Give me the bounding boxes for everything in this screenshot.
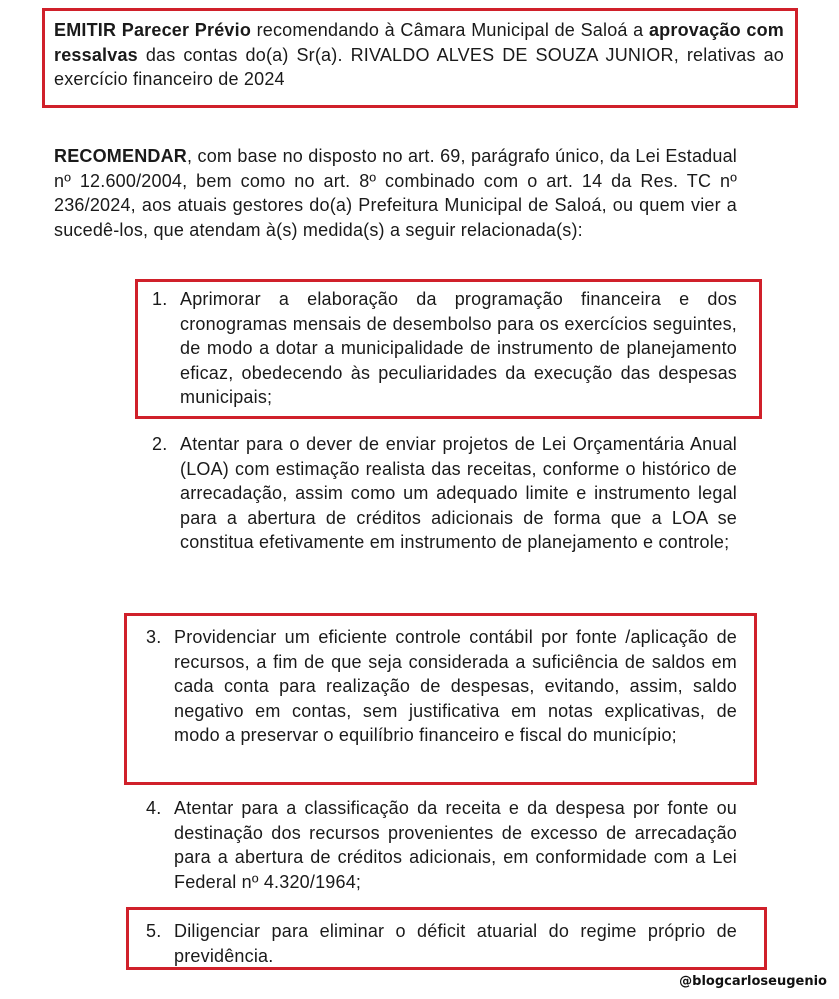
recomendar-paragraph	[54, 144, 737, 242]
list-item-number: 5.	[146, 921, 162, 941]
list-item-text: Atentar para a classificação da receita e da despesa por fonte ou destinação dos recursos provenientes de excesso de arrecadação para a abertura de créditos adicionais, em conformidade com a Lei Federal nº 4.320/1964;	[174, 798, 737, 892]
list-item-number: 1.	[152, 289, 168, 309]
recomendar-text: , com base no disposto no art. 69, parágrafo único, da Lei Estadual nº 12.600/2004, bem como no art. 8º combinado com o art. 14 da Res. TC nº 236/2024, aos atuais gestores do(a) Prefeitura Municipal de Saloá, ou quem vier a sucedê-los, que atendam à(s) medida(s) a seguir relacionada(s):	[54, 146, 737, 240]
list-item-number: 3.	[146, 627, 162, 647]
list-item-5	[146, 919, 737, 968]
parecer-emphasis: aprovação com ressalvas	[54, 20, 784, 65]
list-item-2	[152, 432, 737, 555]
list-item-3	[146, 625, 737, 748]
parecer-lead: EMITIR Parecer Prévio	[54, 20, 252, 40]
list-item-number: 2.	[152, 434, 168, 454]
parecer-text-1: recomendando à Câmara Municipal de Saloá a	[251, 20, 649, 40]
parecer-paragraph	[54, 18, 784, 92]
list-item-text: Providenciar um eficiente controle contábil por fonte /aplicação de recursos, a fim de que seja considerada a suficiência de saldos em cada conta para realização de despesas, evitando, assim, saldo negativo em contas, sem justificativa em notas explicativas, de modo a preservar o equilíbrio financeiro e fiscal do município;	[174, 627, 737, 745]
list-item-4	[146, 796, 737, 894]
list-item-1	[152, 287, 737, 410]
list-item-number: 4.	[146, 798, 162, 818]
list-item-text: Diligenciar para eliminar o déficit atuarial do regime próprio de previdência.	[174, 921, 737, 966]
recomendar-lead: RECOMENDAR	[54, 146, 188, 166]
watermark: @blogcarloseugenio	[679, 974, 827, 989]
list-item-text: Aprimorar a elaboração da programação financeira e dos cronogramas mensais de desembolso para os exercícios seguintes, de modo a dotar a municipalidade de instrumento de planejamento eficaz, obedecendo às peculiaridades da execução das despesas municipais;	[180, 289, 737, 407]
parecer-text-2: das contas do(a) Sr(a). RIVALDO ALVES DE SOUZA JUNIOR, relativas ao exercício financeiro de 2024	[54, 44, 784, 89]
list-item-text: Atentar para o dever de enviar projetos de Lei Orçamentária Anual (LOA) com estimação realista das receitas, conforme o histórico de arrecadação, assim como um adequado limite e instrumento legal para a abertura de créditos adicionais de forma que a LOA se constitua efetivamente em instrumento de planejamento e controle;	[180, 434, 737, 552]
